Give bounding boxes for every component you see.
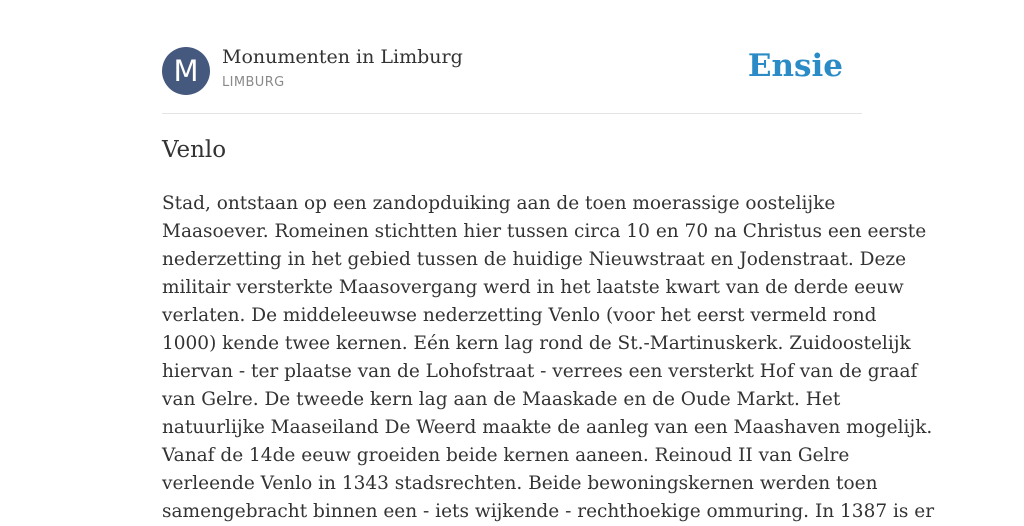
source-name-link[interactable]: Monumenten in Limburg [222,46,463,68]
body-line: Maasoever. Romeinen stichtten hier tussen circa 10 en 70 na Christus een eerste [162,221,927,242]
source-subtitle: LIMBURG [222,75,285,90]
body-line: 1000) kende twee kernen. Eén kern lag rond de St.-Martinuskerk. Zuidoostelijk [162,333,911,354]
avatar[interactable]: M [162,47,210,95]
body-line: militair versterkte Maasovergang werd in het laatste kwart van de derde eeuw [162,277,904,298]
page-title: Venlo [162,137,227,163]
brand-logo[interactable]: Ensie [747,48,843,84]
body-line: natuurlijke Maaseiland De Weerd maakte de aanleg van een Maashaven mogelijk. [162,417,933,438]
body-line: verleende Venlo in 1343 stadsrechten. Beide bewoningskernen werden toen [162,473,878,494]
body-line: Vanaf de 14de eeuw groeiden beide kernen aaneen. Reinoud II van Gelre [162,445,850,466]
entry-page [162,0,935,522]
entry-header [162,0,862,114]
body-line: hiervan - ter plaatse van de Lohofstraat - verrees een versterkt Hof van de graaf [162,361,918,382]
body-line: Stad, ontstaan op een zandopduiking aan de toen moerassige oostelijke [162,193,836,214]
body-line: nederzetting in het gebied tussen de huidige Nieuwstraat en Jodenstraat. Deze [162,249,907,270]
body-line: van Gelre. De tweede kern lag aan de Maaskade en de Oude Markt. Het [162,389,841,410]
body-line: samengebracht binnen een - iets wijkende - rechthoekige ommuring. In 1387 is er [162,501,935,522]
body-line: verlaten. De middeleeuwse nederzetting Venlo (voor het eerst vermeld rond [162,305,877,326]
article-body [162,190,935,526]
